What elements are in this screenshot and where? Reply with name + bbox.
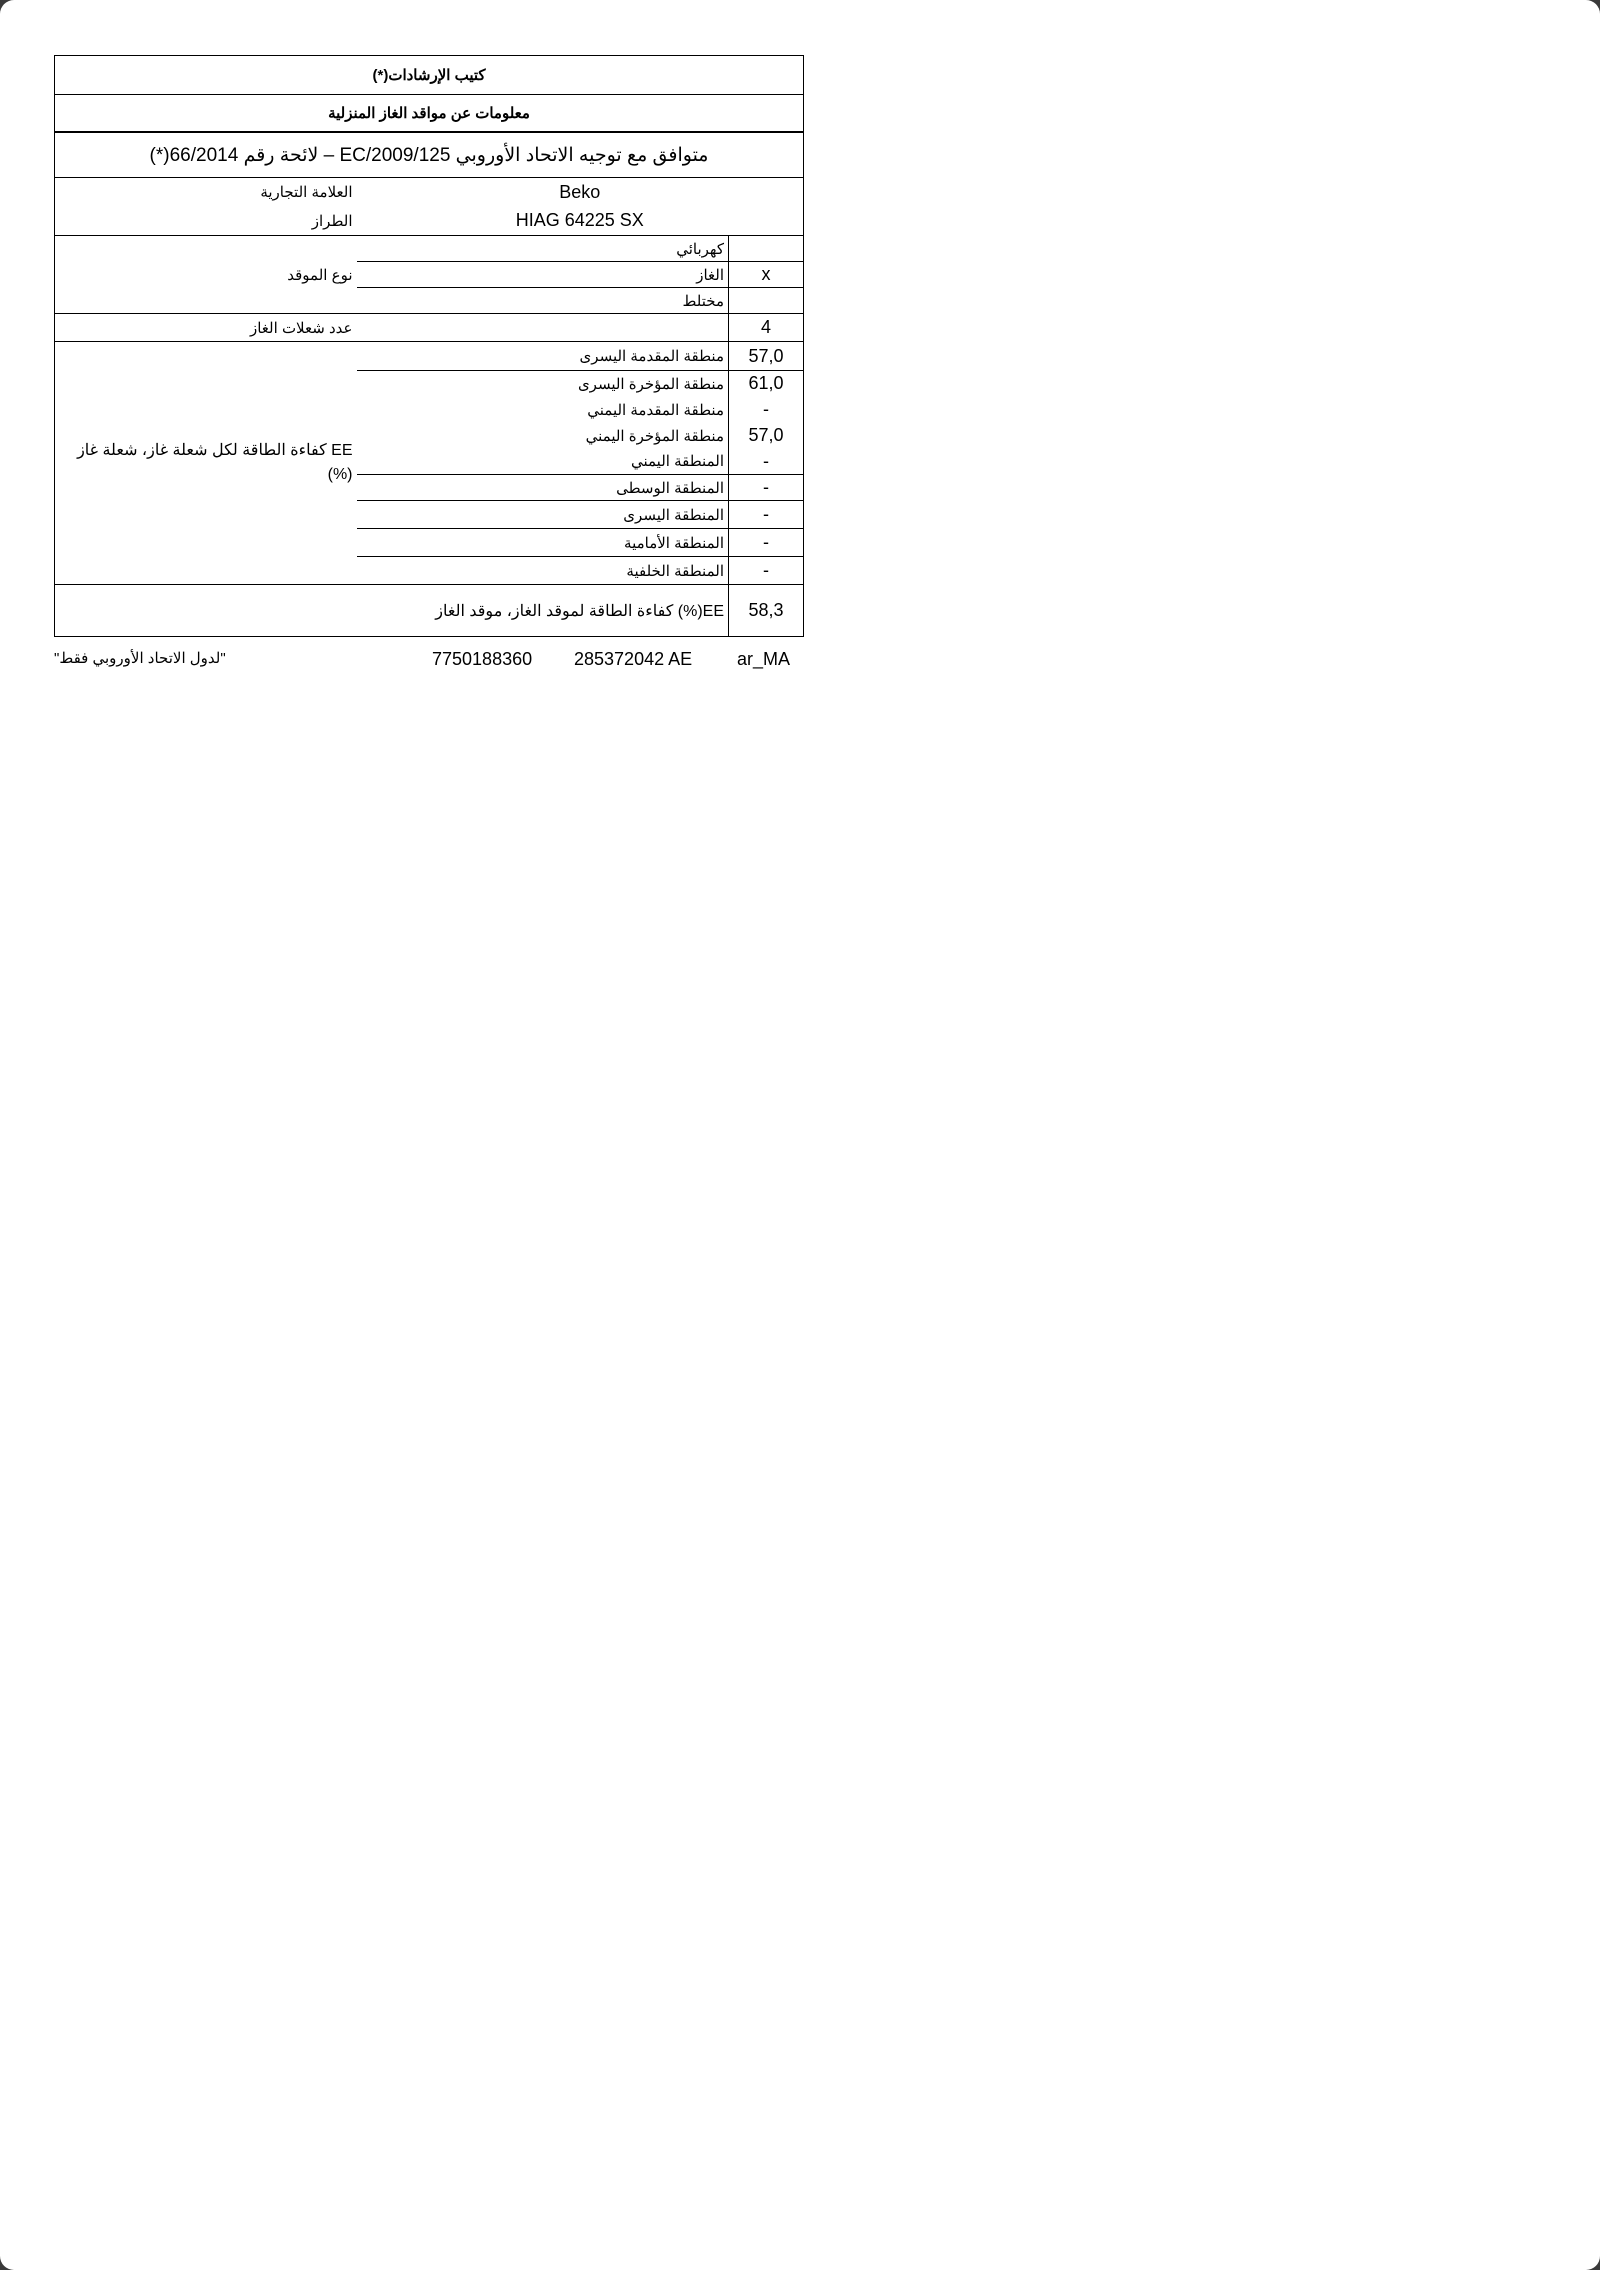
zone-front-right-value: - — [729, 397, 804, 423]
hob-type-electric: كهربائي — [357, 236, 729, 262]
hob-type-electric-mark — [729, 236, 804, 262]
total-ee-label: EE(%) كفاءة الطاقة لموقد الغاز، موقد الغاز — [55, 585, 729, 637]
document-code: 7750188360 — [432, 649, 533, 669]
zone-rear-left: منطقة المؤخرة اليسرى — [577, 375, 724, 393]
burners-value: 4 — [729, 314, 804, 342]
brand-value: Beko — [559, 181, 601, 202]
zone-front: المنطقة الأمامية — [357, 529, 729, 557]
ae-code: 285372042 AE — [574, 649, 693, 669]
brand-label: العلامة التجارية — [260, 184, 353, 202]
document-title: (*)كتيب الإرشادات — [55, 56, 804, 95]
zone-rear-value: - — [729, 557, 804, 585]
total-ee-value: 58,3 — [729, 585, 804, 637]
model-label: الطراز — [311, 212, 353, 230]
hob-type-gas-mark: x — [729, 262, 804, 288]
zone-left: المنطقة اليسرى — [357, 501, 729, 529]
zone-center-value: - — [729, 475, 804, 501]
hob-type-label: نوع الموقد — [55, 236, 357, 314]
zone-front-value: - — [729, 529, 804, 557]
zone-right-value: - — [729, 449, 804, 475]
regulation-note: (*)لائحة رقم 66/2014 – EC/متوافق مع توجيه الاتحاد الأوروبي 2009/125 — [55, 132, 804, 178]
zone-rear-left-value: 61,0 — [729, 371, 804, 397]
footer — [54, 645, 803, 675]
zone-front-right: منطقة المقدمة اليمني — [587, 401, 724, 419]
locale-code: ar_MA — [736, 649, 790, 669]
hob-type-gas: الغاز — [357, 262, 729, 288]
zone-front-left-value: 57,0 — [729, 342, 804, 371]
hob-type-mixed-mark — [729, 288, 804, 314]
zone-left-value: - — [729, 501, 804, 529]
eu-only-note: "لدول الاتحاد الأوروبي فقط" — [54, 650, 226, 667]
ee-per-burner-label: EE كفاءة الطاقة لكل شعلة غاز، شعلة غاز (%) — [55, 342, 357, 585]
zone-right: المنطقة اليمني — [357, 449, 729, 475]
zone-front-left: منطقة المقدمة اليسرى — [357, 342, 729, 371]
burners-label: عدد شعلات الغاز — [55, 314, 357, 342]
zone-rear-right-value: 57,0 — [729, 423, 804, 449]
gas-hob-info-table — [54, 55, 804, 637]
model-value: HIAG 64225 SX — [515, 210, 644, 231]
zone-rear: المنطقة الخلفية — [626, 562, 724, 580]
zone-center: المنطقة الوسطى — [357, 475, 729, 501]
hob-type-mixed: مختلط — [682, 292, 724, 310]
document-subtitle: معلومات عن مواقد الغاز المنزلية — [55, 95, 804, 133]
zone-rear-right: منطقة المؤخرة اليمني — [585, 427, 724, 445]
product-info-sheet — [54, 55, 803, 675]
